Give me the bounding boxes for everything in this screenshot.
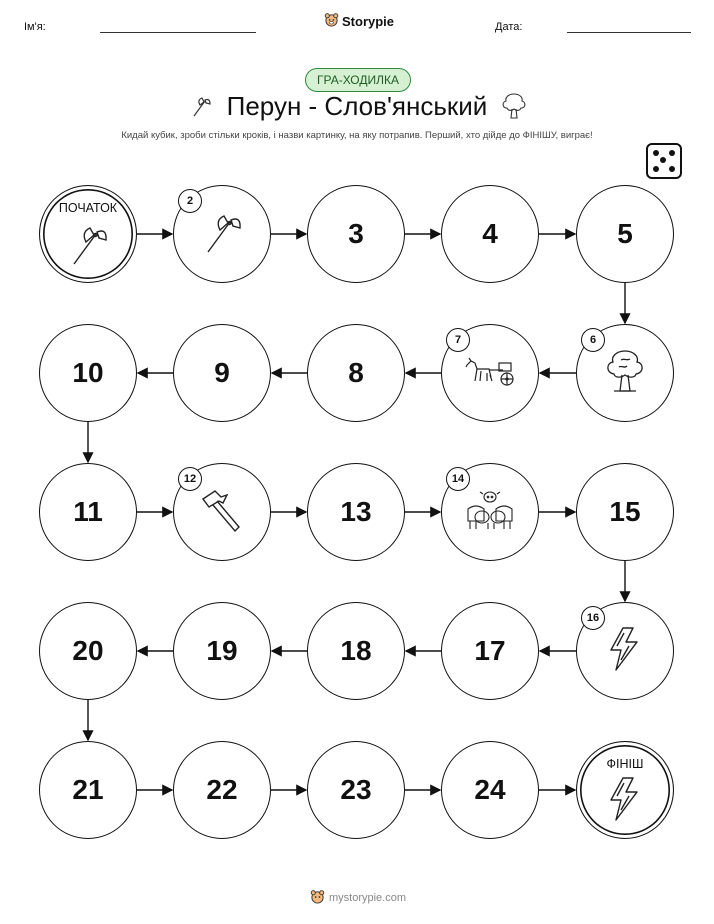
footer (310, 889, 406, 907)
board-cell-23[interactable] (307, 741, 405, 839)
cell-number: 5 (617, 218, 633, 249)
name-label: Ім'я: (24, 21, 46, 33)
page-title: Перун - Слов'янський (226, 91, 488, 121)
board-cell-8[interactable] (307, 324, 405, 422)
cattle-herd-icon (462, 487, 518, 538)
board-cell-11[interactable] (39, 463, 137, 561)
start-cell[interactable] (39, 185, 137, 283)
board-cell-22[interactable] (173, 741, 271, 839)
cell-number: 23 (340, 774, 372, 805)
board-cell-9[interactable] (173, 324, 271, 422)
cell-number: 18 (340, 635, 372, 666)
axe-icon (66, 220, 110, 273)
cell-number: 19 (206, 635, 238, 666)
finish-label: ФІНІШ (606, 757, 644, 771)
cell-number: 15 (609, 496, 641, 527)
cell-number: 9 (214, 357, 230, 388)
board-cell-20[interactable] (39, 602, 137, 700)
board-cell-15[interactable] (576, 463, 674, 561)
board-cell-18[interactable] (307, 602, 405, 700)
cell-number-badge: 16 (581, 606, 605, 630)
board-cell-5[interactable] (576, 185, 674, 283)
cell-number: 4 (482, 218, 498, 249)
cell-number-badge: 12 (178, 467, 202, 491)
board-cell-10[interactable] (39, 324, 137, 422)
oak-tree-icon (600, 347, 650, 400)
cell-number-badge: 2 (178, 189, 202, 213)
bear-logo-icon (310, 889, 325, 907)
footer-url: mystorypie.com (329, 892, 407, 904)
lightning-icon (607, 626, 643, 677)
horse-cart-icon (463, 353, 517, 394)
game-type-badge: ГРА-ХОДИЛКА (305, 68, 411, 92)
board-cell-13[interactable] (307, 463, 405, 561)
cell-number: 13 (340, 496, 372, 527)
board-cell-3[interactable] (307, 185, 405, 283)
cell-number: 10 (72, 357, 104, 388)
board-cell-4[interactable] (441, 185, 539, 283)
start-label: ПОЧАТОК (58, 201, 118, 215)
brand-name: Storypie (342, 13, 395, 29)
lightning-icon (607, 776, 643, 827)
board-cell-24[interactable] (441, 741, 539, 839)
cell-number: 20 (72, 635, 104, 666)
board-cell-17[interactable] (441, 602, 539, 700)
cell-number: 21 (72, 774, 104, 805)
cell-number: 3 (348, 218, 364, 249)
cell-number: 8 (348, 357, 364, 388)
cell-number: 24 (474, 774, 506, 805)
instructions: Кидай кубик, зроби стільки кроків, і назви картинку, на яку потрапив. Перший, хто дійде до ФІНІШУ, виграє! (121, 130, 593, 141)
date-label: Дата: (495, 21, 523, 33)
cell-number-badge: 7 (446, 328, 470, 352)
cell-number-badge: 14 (446, 467, 470, 491)
axe-icon (200, 208, 244, 261)
cell-number: 22 (206, 774, 238, 805)
board-cell-19[interactable] (173, 602, 271, 700)
hammer-icon (197, 485, 247, 540)
cell-number: 11 (73, 496, 103, 527)
board-cell-21[interactable] (39, 741, 137, 839)
cell-number-badge: 6 (581, 328, 605, 352)
cell-number: 17 (474, 635, 506, 666)
finish-cell[interactable] (576, 741, 674, 839)
